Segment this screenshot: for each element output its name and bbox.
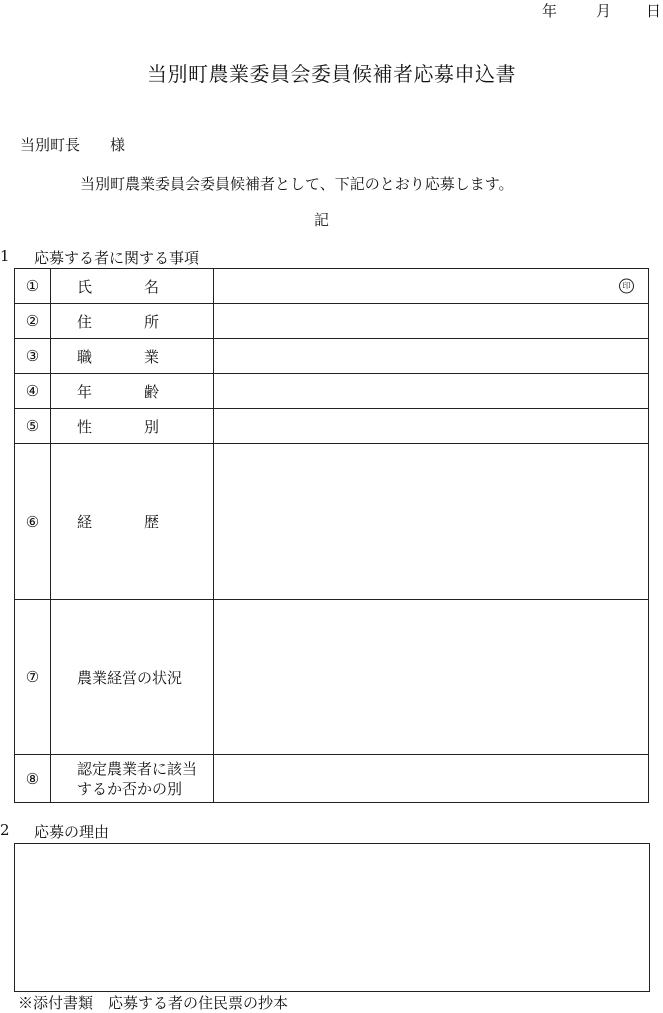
occupation-field[interactable] bbox=[214, 339, 649, 374]
row-number: ⑤ bbox=[15, 409, 51, 444]
career-field[interactable] bbox=[214, 444, 649, 600]
section2-heading bbox=[0, 821, 110, 841]
name-label: 氏 名 bbox=[51, 269, 214, 304]
section2-number: 2 bbox=[0, 821, 10, 839]
table-row bbox=[15, 304, 649, 339]
farm-status-field[interactable] bbox=[214, 600, 649, 755]
career-label: 経 歴 bbox=[51, 444, 214, 600]
intro-text: 当別町農業委員会委員候補者として、下記のとおり応募します。 bbox=[80, 175, 514, 193]
gender-label: 性 別 bbox=[51, 409, 214, 444]
certified-farmer-label: 認定農業者に該当 するか否かの別 bbox=[51, 755, 214, 803]
row-number: ⑧ bbox=[15, 755, 51, 803]
applicant-table bbox=[14, 268, 649, 803]
farm-status-label: 農業経営の状況 bbox=[51, 600, 214, 755]
table-row bbox=[15, 339, 649, 374]
seal-mark: 印 bbox=[619, 279, 634, 294]
row-number: ① bbox=[15, 269, 51, 304]
name-field[interactable] bbox=[214, 269, 649, 304]
date-month-label: 月 bbox=[596, 2, 612, 20]
row-number: ④ bbox=[15, 374, 51, 409]
gender-field[interactable] bbox=[214, 409, 649, 444]
certified-farmer-field[interactable] bbox=[214, 755, 649, 803]
row-number: ⑥ bbox=[15, 444, 51, 600]
section1-label: 応募する者に関する事項 bbox=[34, 249, 200, 267]
table-row bbox=[15, 444, 649, 600]
row-number: ③ bbox=[15, 339, 51, 374]
ki-heading: 記 bbox=[314, 211, 330, 229]
age-field[interactable] bbox=[214, 374, 649, 409]
table-row bbox=[15, 374, 649, 409]
address-field[interactable] bbox=[214, 304, 649, 339]
table-row bbox=[15, 409, 649, 444]
occupation-label: 職 業 bbox=[51, 339, 214, 374]
row-number: ② bbox=[15, 304, 51, 339]
section1-number: 1 bbox=[0, 247, 10, 265]
reason-field[interactable] bbox=[14, 843, 650, 992]
section2-label: 応募の理由 bbox=[34, 823, 110, 841]
table-row bbox=[15, 269, 649, 304]
document-title: 当別町農業委員会委員候補者応募申込書 bbox=[147, 62, 516, 86]
age-label: 年 齢 bbox=[51, 374, 214, 409]
section1-heading bbox=[0, 247, 200, 267]
date-year-label: 年 bbox=[542, 2, 558, 20]
date-line bbox=[0, 0, 663, 20]
attachment-note: ※添付書類 応募する者の住民票の抄本 bbox=[18, 994, 289, 1012]
table-row bbox=[15, 600, 649, 755]
row-number: ⑦ bbox=[15, 600, 51, 755]
date-day-label: 日 bbox=[646, 2, 662, 20]
table-row bbox=[15, 755, 649, 803]
address-label: 住 所 bbox=[51, 304, 214, 339]
addressee: 当別町長 様 bbox=[20, 136, 126, 154]
